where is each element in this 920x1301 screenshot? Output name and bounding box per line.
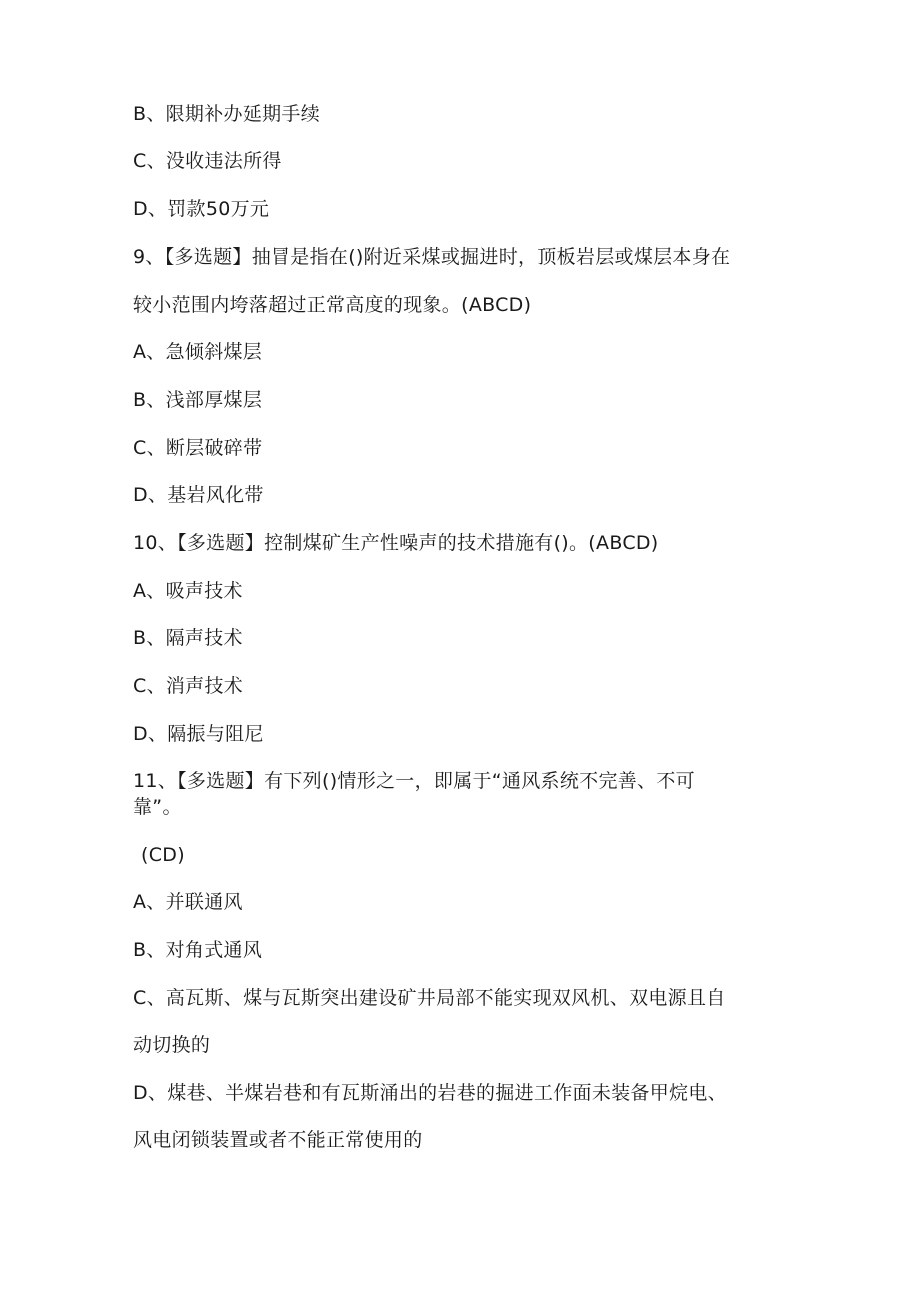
question-11-line-2: 靠”。 [133, 796, 182, 818]
option-9b: B、浅部厚煤层 [133, 389, 263, 411]
option-11c-line-2: 动切换的 [133, 1034, 211, 1056]
option-10a: A、吸声技术 [133, 580, 243, 602]
option-11d-line-2: 风电闭锁装置或者不能正常使用的 [133, 1129, 423, 1151]
question-10: 10、【多选题】控制煤矿生产性噪声的技术措施有()。(ABCD) [133, 532, 659, 554]
option-9d: D、基岩风化带 [133, 484, 264, 506]
option-10c: C、消声技术 [133, 675, 244, 697]
option-11d-line-1: D、煤巷、半煤岩巷和有瓦斯涌出的岩巷的掘进工作面未装备甲烷电、 [133, 1082, 727, 1104]
question-11-line-1: 11、【多选题】有下列()情形之一，即属于“通风系统不完善、不可 [133, 770, 695, 792]
option-11b: B、对角式通风 [133, 939, 263, 961]
question-9-line-2: 较小范围内垮落超过正常高度的现象。(ABCD) [133, 294, 532, 316]
option-8c: C、没收违法所得 [133, 150, 282, 172]
question-11-answer: (CD) [141, 844, 185, 866]
option-8b: B、限期补办延期手续 [133, 103, 321, 125]
option-9c: C、断层破碎带 [133, 437, 263, 459]
option-8d: D、罚款50万元 [133, 198, 270, 220]
option-10b: B、隔声技术 [133, 627, 243, 649]
option-10d: D、隔振与阻尼 [133, 723, 264, 745]
option-9a: A、急倾斜煤层 [133, 341, 263, 363]
question-9-line-1: 9、【多选题】抽冒是指在()附近采煤或掘进时，顶板岩层或煤层本身在 [133, 246, 731, 268]
option-11a: A、并联通风 [133, 891, 243, 913]
option-11c-line-1: C、高瓦斯、煤与瓦斯突出建设矿井局部不能实现双风机、双电源且自 [133, 987, 726, 1009]
